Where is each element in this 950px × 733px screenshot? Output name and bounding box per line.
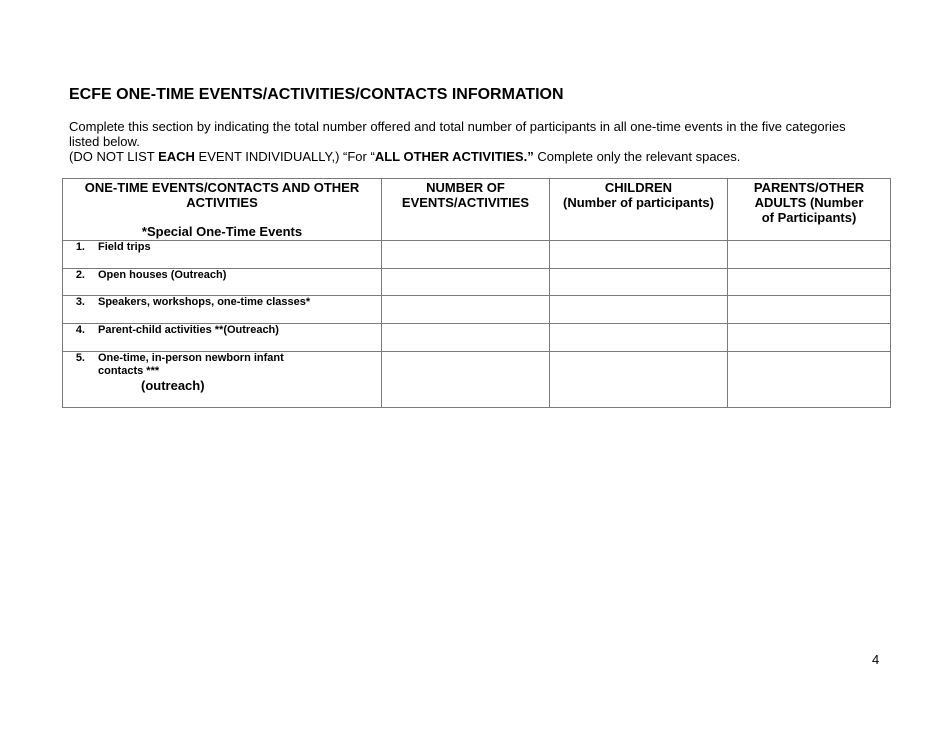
table-row	[63, 269, 891, 296]
table-row	[63, 352, 891, 408]
number-of-events-input[interactable]	[382, 269, 550, 296]
adults-count-input[interactable]	[728, 296, 891, 324]
adults-count-input[interactable]	[728, 324, 891, 352]
instructions-line-1: Complete this section by indicating the total number offered and total number of participants in all one-time events in the five categories listed below.	[69, 119, 846, 149]
table-row	[63, 296, 891, 324]
page-number: 4	[872, 652, 880, 667]
row-extra-label: (outreach)	[141, 378, 205, 393]
header-parents-other-adults	[728, 179, 891, 241]
table-row	[63, 324, 891, 352]
adults-count-input[interactable]	[728, 352, 891, 408]
row-number: 2.	[75, 269, 85, 281]
page-title: ECFE ONE-TIME EVENTS/ACTIVITIES/CONTACTS INFORMATION	[69, 86, 564, 103]
number-of-events-input[interactable]	[382, 324, 550, 352]
number-of-events-input[interactable]	[382, 352, 550, 408]
row-number: 1.	[75, 241, 85, 253]
children-count-input[interactable]	[550, 296, 728, 324]
header-children-label: CHILDREN	[604, 180, 673, 195]
table-row	[63, 241, 891, 269]
instructions	[69, 119, 869, 164]
children-count-input[interactable]	[550, 269, 728, 296]
header-row	[63, 179, 891, 241]
children-count-input[interactable]	[550, 324, 728, 352]
event-label-cell	[63, 324, 382, 352]
instructions-line-2-middle: EVENT INDIVIDUALLY,) “For “	[194, 149, 375, 164]
row-number: 4.	[75, 324, 85, 336]
instructions-emphasis-each: EACH	[158, 149, 195, 164]
event-label-cell	[63, 269, 382, 296]
instructions-line-2	[69, 149, 869, 164]
row-label: Field trips	[98, 241, 151, 253]
number-of-events-input[interactable]	[382, 241, 550, 269]
events-table	[62, 178, 891, 408]
event-label-cell	[63, 241, 382, 269]
instructions-line-2-suffix: Complete only the relevant spaces.	[533, 149, 741, 164]
adults-count-input[interactable]	[728, 269, 891, 296]
header-special-events-label: *Special One-Time Events	[141, 224, 303, 239]
number-of-events-input[interactable]	[382, 296, 550, 324]
row-label: Open houses (Outreach)	[98, 269, 227, 281]
row-number: 5.	[75, 352, 85, 364]
row-number: 3.	[75, 296, 85, 308]
instructions-line-2-prefix: (DO NOT LIST	[69, 149, 159, 164]
header-number-of-events-label: NUMBER OF EVENTS/ACTIVITIES	[401, 180, 530, 210]
header-one-time-events-label: ONE-TIME EVENTS/CONTACTS AND OTHER ACTIVITIES	[84, 180, 360, 210]
header-parents-label: PARENTS/OTHER ADULTS (Number of Participants)	[753, 180, 865, 225]
event-label-cell	[63, 296, 382, 324]
adults-count-input[interactable]	[728, 241, 891, 269]
children-count-input[interactable]	[550, 241, 728, 269]
header-number-of-events	[382, 179, 550, 241]
header-children-sublabel: (Number of participants)	[563, 195, 714, 210]
row-label: One-time, in-person newborn infant contacts ***	[98, 352, 284, 377]
row-label: Parent-child activities **(Outreach)	[98, 324, 279, 336]
instructions-emphasis-other-activities: ALL OTHER ACTIVITIES.”	[374, 149, 534, 164]
event-label-cell	[63, 352, 382, 408]
header-one-time-events	[63, 179, 382, 241]
row-label: Speakers, workshops, one-time classes*	[98, 296, 311, 308]
header-children	[550, 179, 728, 241]
children-count-input[interactable]	[550, 352, 728, 408]
